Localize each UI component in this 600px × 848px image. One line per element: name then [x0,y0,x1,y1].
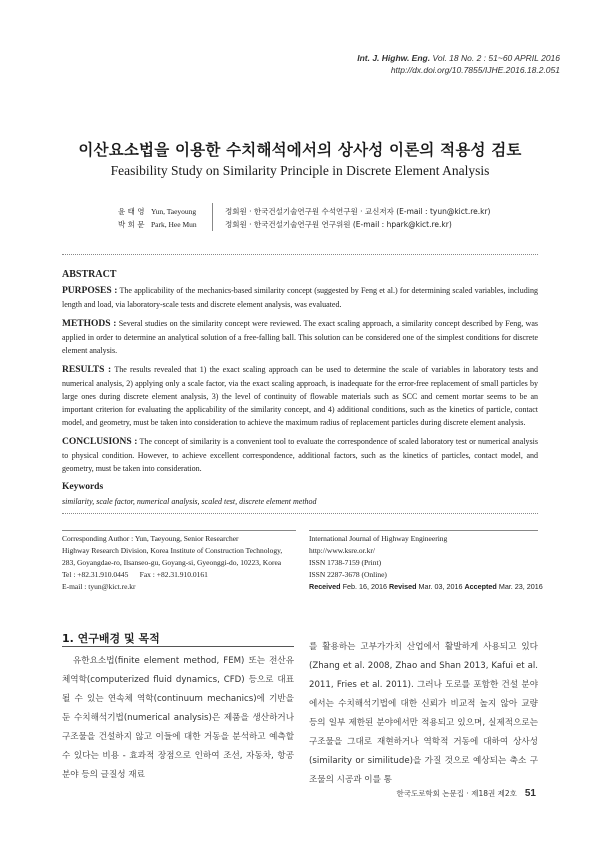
revised-date: Mar. 03, 2016 [418,582,463,591]
english-title: Feasibility Study on Similarity Principle in Discrete Element Analysis [110,163,490,178]
section-1-title: 1. 연구배경 및 목적 [62,632,160,645]
page-footer [396,788,536,799]
journal-abbrev: Int. J. Highw. Eng. [357,53,431,63]
author-2-name-en: Park, Hee Mun [151,220,197,229]
received-dates [309,581,549,593]
page-number: 51 [524,788,536,799]
journal-volume: Vol. 18 No. 2 : 51~60 APRIL 2016 [432,53,560,63]
methods-label: METHODS : [62,319,117,329]
revised-label: Revised [388,582,417,591]
accepted-label: Accepted [464,582,497,591]
journal-info-block [309,533,549,593]
body-left-column: 유한요소법(finite element method, FEM) 또는 전산유체역학(computerized fluid dynamics, CFD) 등으로 대표될 수 있는 연속체 역학(continuum mechanics)에 기반을 둔 수치해석기법(numerical analysis)은 제품을 생산하거나 구조물을 건설하지 않고 이들에 대한 거동을 분석하고 예측할 수 있다는 비용 - 효과적 장점으로 인하여 조선, 자동차, 항공 분야 등의 글질성 재료 [62,656,294,780]
corresponding-email[interactable]: E-mail : tyun@kict.re.kr [62,582,136,591]
author-divider [212,203,213,231]
keywords-list: similarity, scale factor, numerical analysis, scaled test, discrete element method [62,497,317,506]
conclusions-text: The concept of similarity is a convenient tool to evaluate the correspondence of scaled laboratory test or numerical analysis to physical condition. However, to achieve excellent correspondence, additional factors, such as the kinetics of particles, contact model, and geometry, must be taken into consideration. [62,437,538,473]
author-2-affiliation: 정회원 · 한국건설기술연구원 연구위원 (E-mail : hpark@kict.re.kr) [225,220,452,229]
section-1-rule [62,646,294,647]
corresponding-line-4: Tel : +82.31.910.0445 Fax : +82.31.910.0161 [62,570,208,579]
abstract-block [62,268,538,508]
methods-paragraph [62,317,538,357]
purposes-text: The applicability of the mechanics-based similarity concept (suggested by Feng et al.) for determining scaled variables, including length and load, via laboratory-scale tests and discrete element analysis, was evaluated. [62,286,538,309]
author-1-name-en: Yun, Taeyoung [151,207,197,216]
corresponding-author-block [62,533,302,593]
issn-online: ISSN 2287-3678 (Online) [309,570,387,579]
corresponding-rule [62,530,296,531]
results-label: RESULTS : [62,365,112,375]
purposes-paragraph [62,284,538,311]
journal-info-url[interactable]: http://www.ksre.or.kr/ [309,546,375,555]
results-text: The results revealed that 1) the exact scaling approach can be used to determine the scale of variables in laboratory tests and numerical analysis, 2) applying only a scale factor, via the exact scaling approach, is inadequate for the error-free replacement of small particles by large ones during discrete element analysis, 3) the level of continuity of flowable materials such as SCC and cement mortar seems to be an important criterion for evaluating the applicability of the similarity concept, and 4) additional conditions, such as the kinetics of particle, contact model, and geometry, must be taken into consideration to achieve the maximum radius of replacement particles during discrete element analysis. [62,365,538,427]
abstract-top-divider [62,254,538,255]
conclusions-paragraph [62,435,538,475]
author-names-english [151,205,197,231]
korean-title: 이산요소법을 이용한 수치해석에서의 상사성 이론의 적용성 검토 [78,141,522,159]
abstract-heading: ABSTRACT [62,269,117,280]
results-paragraph [62,363,538,429]
author-1-affiliation: 정회원 · 한국건설기술연구원 수석연구원 · 교신저자 (E-mail : tyun@kict.re.kr) [225,207,491,216]
keywords-heading: Keywords [62,482,104,492]
author-2-name-ko: 박 희 문 [118,220,145,229]
journal-info-rule [309,530,538,531]
journal-info-name: International Journal of Highway Engineering [309,534,448,543]
conclusions-label: CONCLUSIONS : [62,437,138,447]
corresponding-line-3: 283, Goyangdae-ro, Ilsanseo-gu, Goyang-si, Gyeonggi-do, 10223, Korea [62,558,282,567]
doi-link[interactable]: http://dx.doi.org/10.7855/IJHE.2016.18.2.051 [390,65,560,75]
footer-journal-name: 한국도로학회 논문집 · 제18권 제2호 [396,789,517,798]
journal-citation [357,52,560,76]
methods-text: Several studies on the similarity concept were reviewed. The exact scaling approach, a similarity concept described by Feng, was applied in order to determine an analytical solution of a free-falling ball. This solution can be considered one of the simplest conditions for discrete element analysis. [62,319,538,355]
body-right-column: 를 활용하는 고부가가치 산업에서 활발하게 사용되고 있다(Zhang et al. 2008, Zhao and Shan 2013, Kafui et al. 2011, Fries et al. 2011). 그러나 도로를 포함한 건설 분야에서는 수치해석기법에 대한 신뢰가 비교적 높지 않아 교량 등의 일부 제한된 분야에서만 적용되고 있으며, 실제적으로는 구조물을 그대로 재현하거나 역학적 거동에 대하여 상사성(similarity or similitude)을 가질 것으로 예상되는 축소 구조물의 시공과 이를 통 [309,642,538,785]
received-label: Received [309,582,341,591]
author-1-name-ko: 윤 태 영 [118,207,145,216]
abstract-bottom-divider [62,513,538,514]
received-date: Feb. 16, 2016 [342,582,387,591]
corresponding-line-2: Highway Research Division, Korea Institute of Construction Technology, [62,546,283,555]
purposes-label: PURPOSES : [62,286,118,296]
issn-print: ISSN 1738-7159 (Print) [309,558,382,567]
corresponding-line-1: Corresponding Author : Yun, Taeyoung, Senior Researcher [62,534,239,543]
author-affiliations [225,205,490,231]
accepted-date: Mar. 23, 2016 [498,582,543,591]
